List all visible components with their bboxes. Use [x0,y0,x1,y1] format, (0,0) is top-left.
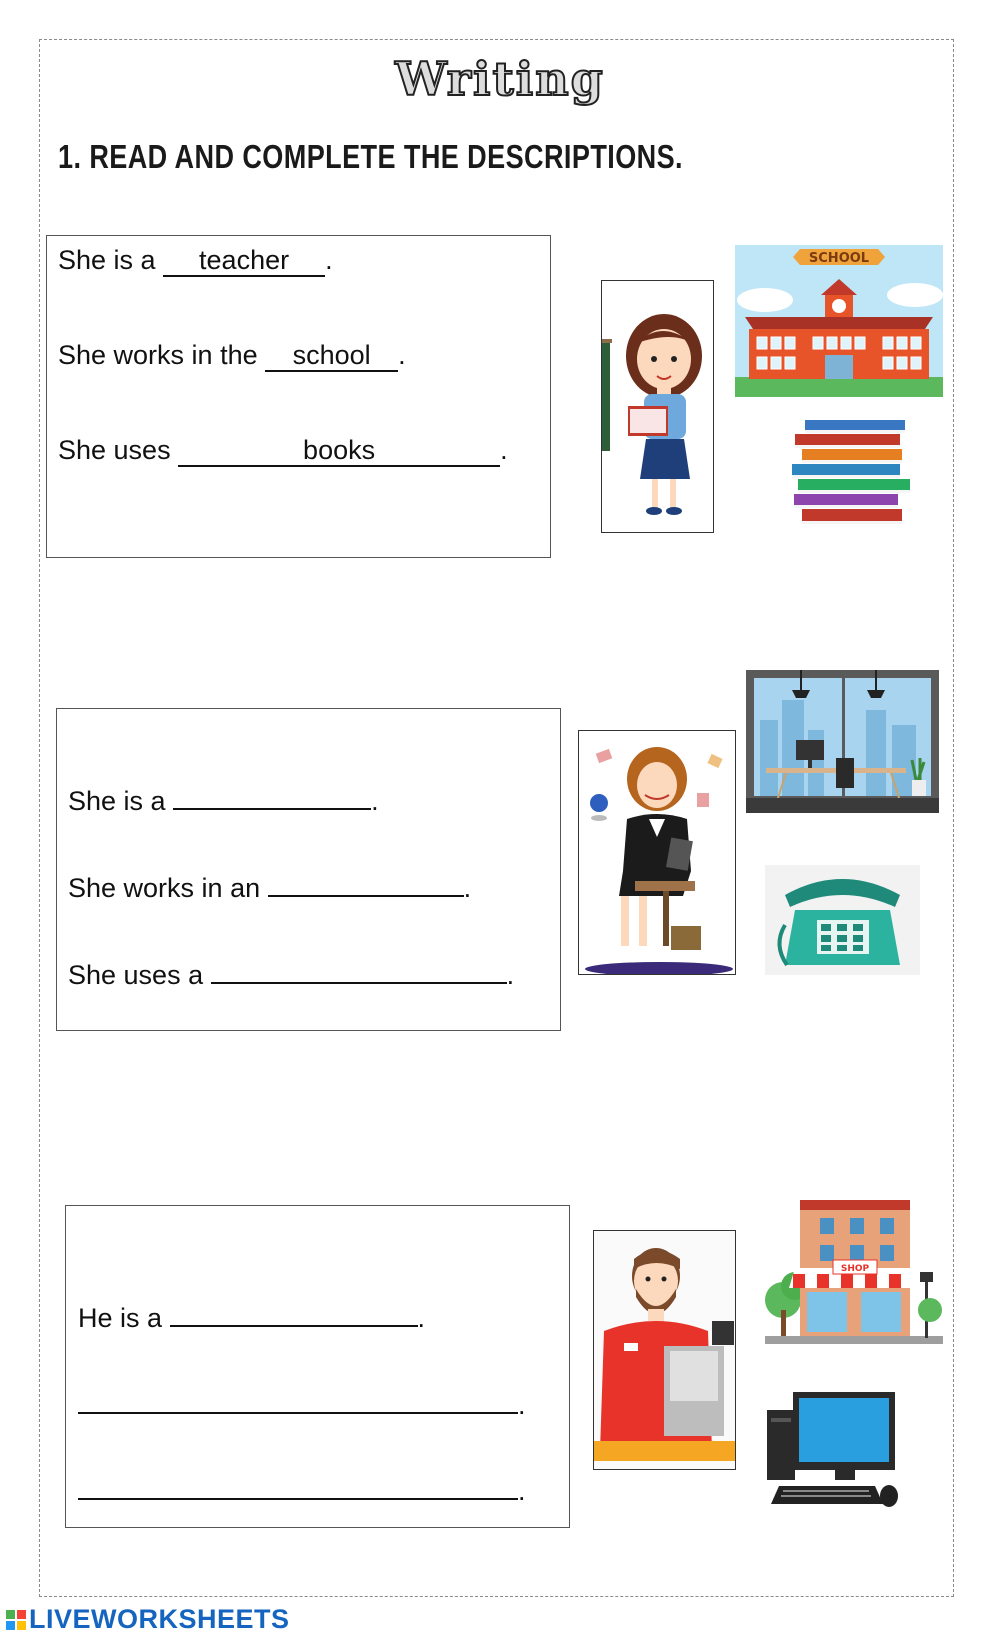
answer-input[interactable]: school [265,340,398,372]
footer-brand-text: LIVEWORKSHEETS [29,1604,290,1634]
sentence-text: She works in an [68,873,268,903]
shop-assistant-icon [593,1230,736,1470]
sentence-period: . [500,435,508,465]
sentence-3-3 [78,1476,526,1507]
liveworksheets-logo [6,1604,290,1635]
school-sign-text: SCHOOL [808,251,870,266]
answer-input[interactable] [211,982,507,984]
sentence-text: He is a [78,1303,170,1333]
description-box-1 [46,235,551,558]
books-stack-icon [790,418,915,528]
sentence-2-3 [68,960,514,991]
answer-input[interactable] [268,895,464,897]
sentence-1-1 [58,245,333,277]
shop-sign-text: SHOP [840,1264,870,1274]
answer-input[interactable]: books [178,435,500,467]
sentence-period: . [325,245,333,275]
computer-icon [765,1390,900,1510]
shop-building-icon [765,1200,943,1348]
sentence-text: She is a [68,786,174,816]
sentence-text: She uses a [68,960,211,990]
office-worker-icon [578,730,736,975]
sentence-3-1 [78,1303,425,1334]
answer-input[interactable] [78,1412,518,1414]
sentence-2-1 [68,786,379,817]
sentence-text: She uses [58,435,179,465]
school-building-icon [735,245,943,397]
sentence-period: . [417,1303,426,1333]
sentence-period: . [463,873,472,903]
sentence-text: She works in the [58,340,266,370]
sentence-text: She is a [58,245,164,275]
sentence-1-3 [58,435,508,467]
sentence-1-2 [58,340,406,372]
sentence-period: . [506,960,515,990]
answer-input[interactable]: teacher [163,245,325,277]
teacher-icon [601,280,714,533]
sentence-2-2 [68,873,471,904]
sentence-period: . [518,1390,526,1420]
sentence-period: . [371,786,379,816]
sentence-period: . [398,340,406,370]
telephone-icon [765,865,920,975]
instruction-heading: 1. READ AND COMPLETE THE DESCRIPTIONS. [58,138,683,175]
liveworksheets-grid-icon [6,1610,26,1630]
answer-input[interactable] [170,1325,418,1327]
office-room-icon [746,670,939,813]
page-title: Writing [395,52,605,106]
sentence-period: . [518,1476,526,1506]
answer-input[interactable] [173,808,371,810]
sentence-3-2 [78,1390,526,1421]
answer-input[interactable] [78,1498,518,1500]
